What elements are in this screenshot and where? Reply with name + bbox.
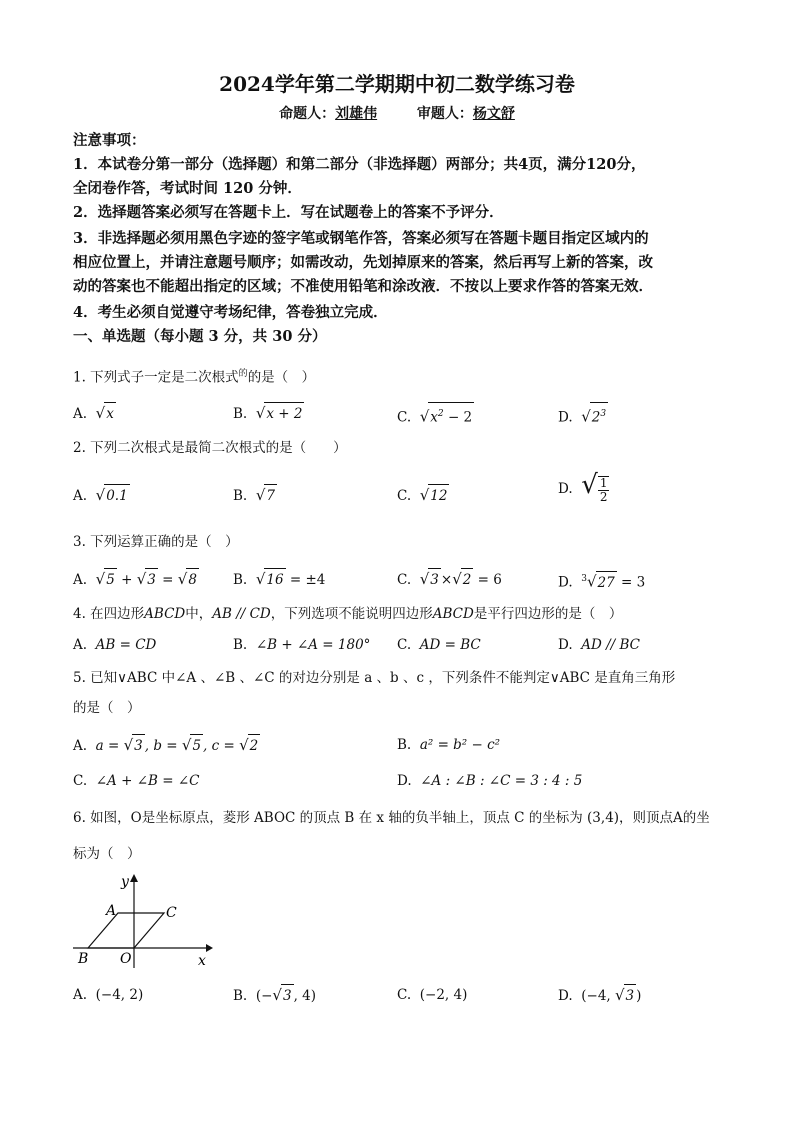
note-line: 1．本试卷分第一部分（选择题）和第二部分（非选择题）两部分；共4页，满分120分， <box>73 156 646 173</box>
q3-option-c[interactable]: C. √3 ×√2 = 6 <box>397 568 502 591</box>
question-6-line-1: 6. 如图，O是坐标原点，菱形 ABOC 的顶点 B 在 x 轴的负半轴上，顶点 C 的坐标为 (3,4)，则顶点A的坐 <box>73 810 710 826</box>
note-line: 全闭卷作答，考试时间 120 分钟． <box>73 180 302 197</box>
q3-option-b[interactable]: B. √16 = ±4 <box>233 568 325 591</box>
label-y: y <box>121 874 129 890</box>
note-line: 动的答案也不能超出指定的区域；不准使用铅笔和涂改液．不按以上要求作答的答案无效． <box>73 278 653 295</box>
q2-option-a[interactable]: A. √0.1 <box>73 484 130 507</box>
q1-option-c[interactable]: C. $√x^2 - 2$ <box>397 402 474 429</box>
q6-option-a[interactable]: A. (−4, 2) <box>73 987 144 1003</box>
q6-option-b[interactable]: B. (−√3 , 4) <box>233 984 316 1007</box>
question-2: 2. 下列二次根式是最简二次根式的是（ ） <box>73 440 347 456</box>
q4-option-a[interactable]: A. AB = CD <box>73 637 157 653</box>
section-heading: 一、单选题（每小题 3 分，共 30 分） <box>73 328 327 345</box>
note-line: 2．选择题答案必须写在答题卡上．写在试题卷上的答案不予评分． <box>73 204 504 221</box>
q3-option-a[interactable]: A. √5 + √3 = √8 <box>73 568 199 591</box>
question-1: 1. 下列式子一定是二次根式$^的$的是（ ） <box>73 369 316 386</box>
author-name: 刘雄伟 <box>335 106 378 122</box>
note-line: 相应位置上，并请注意题号顺序；如需改动，先划掉原来的答案，然后再写上新的答案，改 <box>73 254 653 271</box>
reviewer-name: 杨文舒 <box>472 106 515 122</box>
label-B: B <box>78 951 89 967</box>
note-line: 4．考生必须自觉遵守考场纪律，答卷独立完成． <box>73 304 388 321</box>
q6-option-c[interactable]: C. (−2, 4) <box>397 987 468 1003</box>
question-3: 3. 下列运算正确的是（ ） <box>73 534 239 550</box>
q1-option-b[interactable]: B. √x + 2 <box>233 402 304 425</box>
q6-option-d[interactable]: D. (−4, √3 ) <box>558 984 641 1007</box>
notes-heading: 注意事项： <box>73 132 146 149</box>
label-A: A <box>106 903 117 919</box>
q4-option-c[interactable]: C. AD = BC <box>397 637 481 653</box>
q5-option-b[interactable]: B. a² = b² − c² <box>397 737 501 753</box>
y-axis-arrow-icon <box>130 874 138 882</box>
q4-option-d[interactable]: D. AD // BC <box>558 637 640 653</box>
q4-option-b[interactable]: B. ∠B + ∠A = 180° <box>233 637 371 653</box>
q3-option-d[interactable]: D. $^3$√27 = 3 <box>558 568 645 594</box>
q6-figure <box>68 870 213 970</box>
q5-option-c[interactable]: C. ∠A + ∠B = ∠C <box>73 773 200 789</box>
q2-option-c[interactable]: C. √12 <box>397 484 449 507</box>
q5-option-d[interactable]: D. ∠A : ∠B : ∠C = 3 : 4 : 5 <box>397 773 583 789</box>
q1-option-a[interactable]: A. √x <box>73 402 116 425</box>
reviewer-label: 审题人： <box>416 106 473 122</box>
page-title: 2024学年第二学期期中初二数学练习卷 <box>219 72 575 96</box>
rhombus-abco <box>88 913 164 948</box>
x-axis-arrow-icon <box>206 944 213 952</box>
question-5-line-2: 的是（ ） <box>73 700 141 716</box>
q2-option-b[interactable]: B. √7 <box>233 484 277 507</box>
question-5-line-1: 5. 已知∨ABC 中∠A 、∠B 、∠C 的对边分别是 a 、b 、c ，下列条件不能判定∨ABC 是直角三角形 <box>73 670 676 686</box>
label-x: x <box>198 953 206 969</box>
authors-line <box>0 103 794 123</box>
q2-option-d[interactable]: D. √ $\frac{1}{2}$ <box>558 470 608 504</box>
author-label: 命题人： <box>279 106 336 122</box>
note-line: 3．非选择题必须用黑色字迹的签字笔或钢笔作答，答案必须写在答题卡题目指定区域内的 <box>73 230 649 247</box>
question-4: 4. 在四边形ABCD中，AB // CD，下列选项不能说明四边形ABCD是平行四边形的是（ ） <box>73 606 623 622</box>
q1-option-d[interactable]: D. $√2^3$ <box>558 402 608 429</box>
label-C: C <box>166 905 177 921</box>
label-O: O <box>120 951 132 967</box>
question-6-line-2: 标为（ ） <box>73 846 141 862</box>
q5-option-a[interactable]: A. a = √3 , b = √5 , c = √2 <box>73 734 260 757</box>
